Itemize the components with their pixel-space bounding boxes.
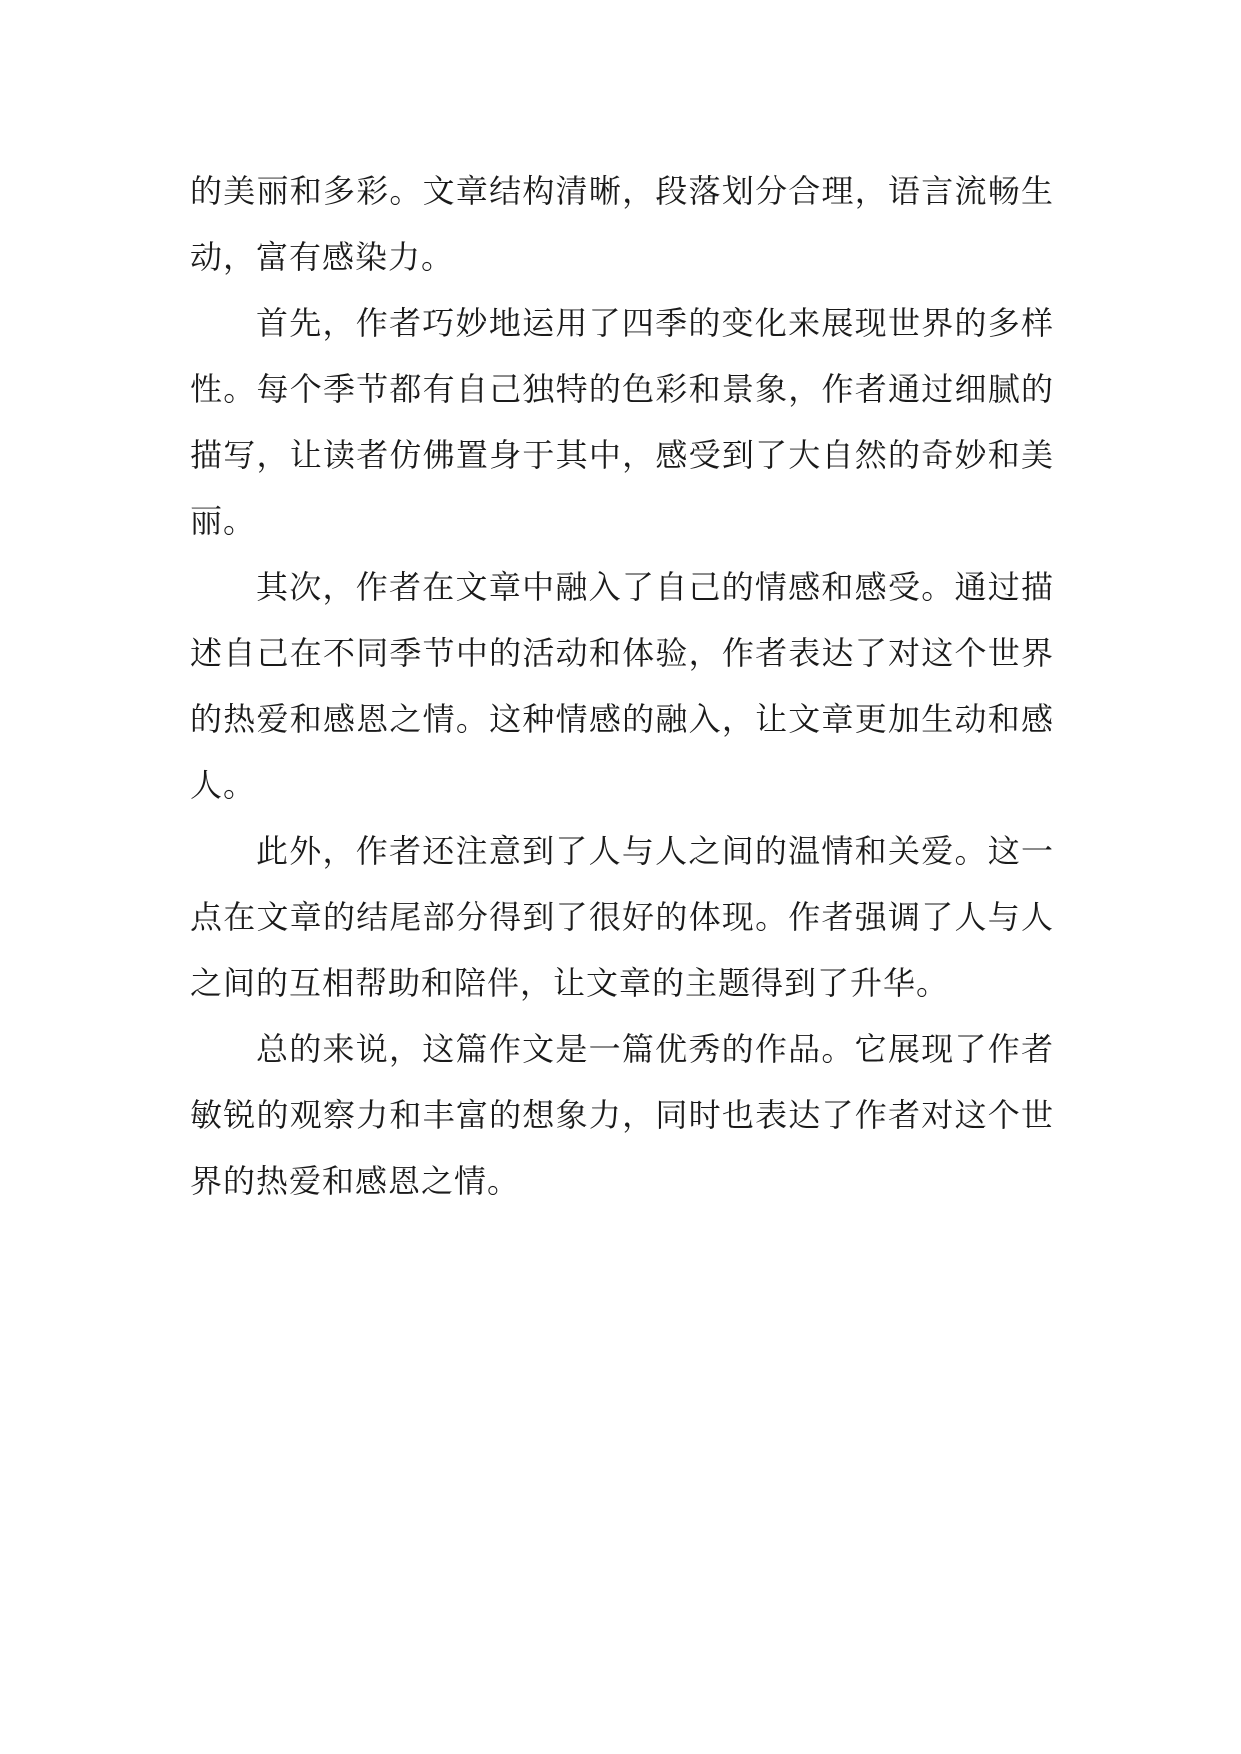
paragraph-emotion: 其次，作者在文章中融入了自己的情感和感受。通过描述自己在不同季节中的活动和体验，作者表达了对这个世界的热爱和感恩之情。这种情感的融入，让文章更加生动和感人。 <box>190 568 1054 804</box>
paragraph-conclusion: 总的来说，这篇作文是一篇优秀的作品。它展现了作者敏锐的观察力和丰富的想象力，同时也表达了作者对这个世界的热爱和感恩之情。 <box>190 1030 1054 1200</box>
paragraph-continuation: 的美丽和多彩。文章结构清晰，段落划分合理，语言流畅生动，富有感染力。 <box>190 172 1054 276</box>
paragraph-human-warmth: 此外，作者还注意到了人与人之间的温情和关爱。这一点在文章的结尾部分得到了很好的体现。作者强调了人与人之间的互相帮助和陪伴，让文章的主题得到了升华。 <box>190 832 1054 1002</box>
paragraph-seasons: 首先，作者巧妙地运用了四季的变化来展现世界的多样性。每个季节都有自己独特的色彩和景象，作者通过细腻的描写，让读者仿佛置身于其中，感受到了大自然的奇妙和美丽。 <box>190 304 1054 540</box>
document-body <box>190 158 1054 1214</box>
